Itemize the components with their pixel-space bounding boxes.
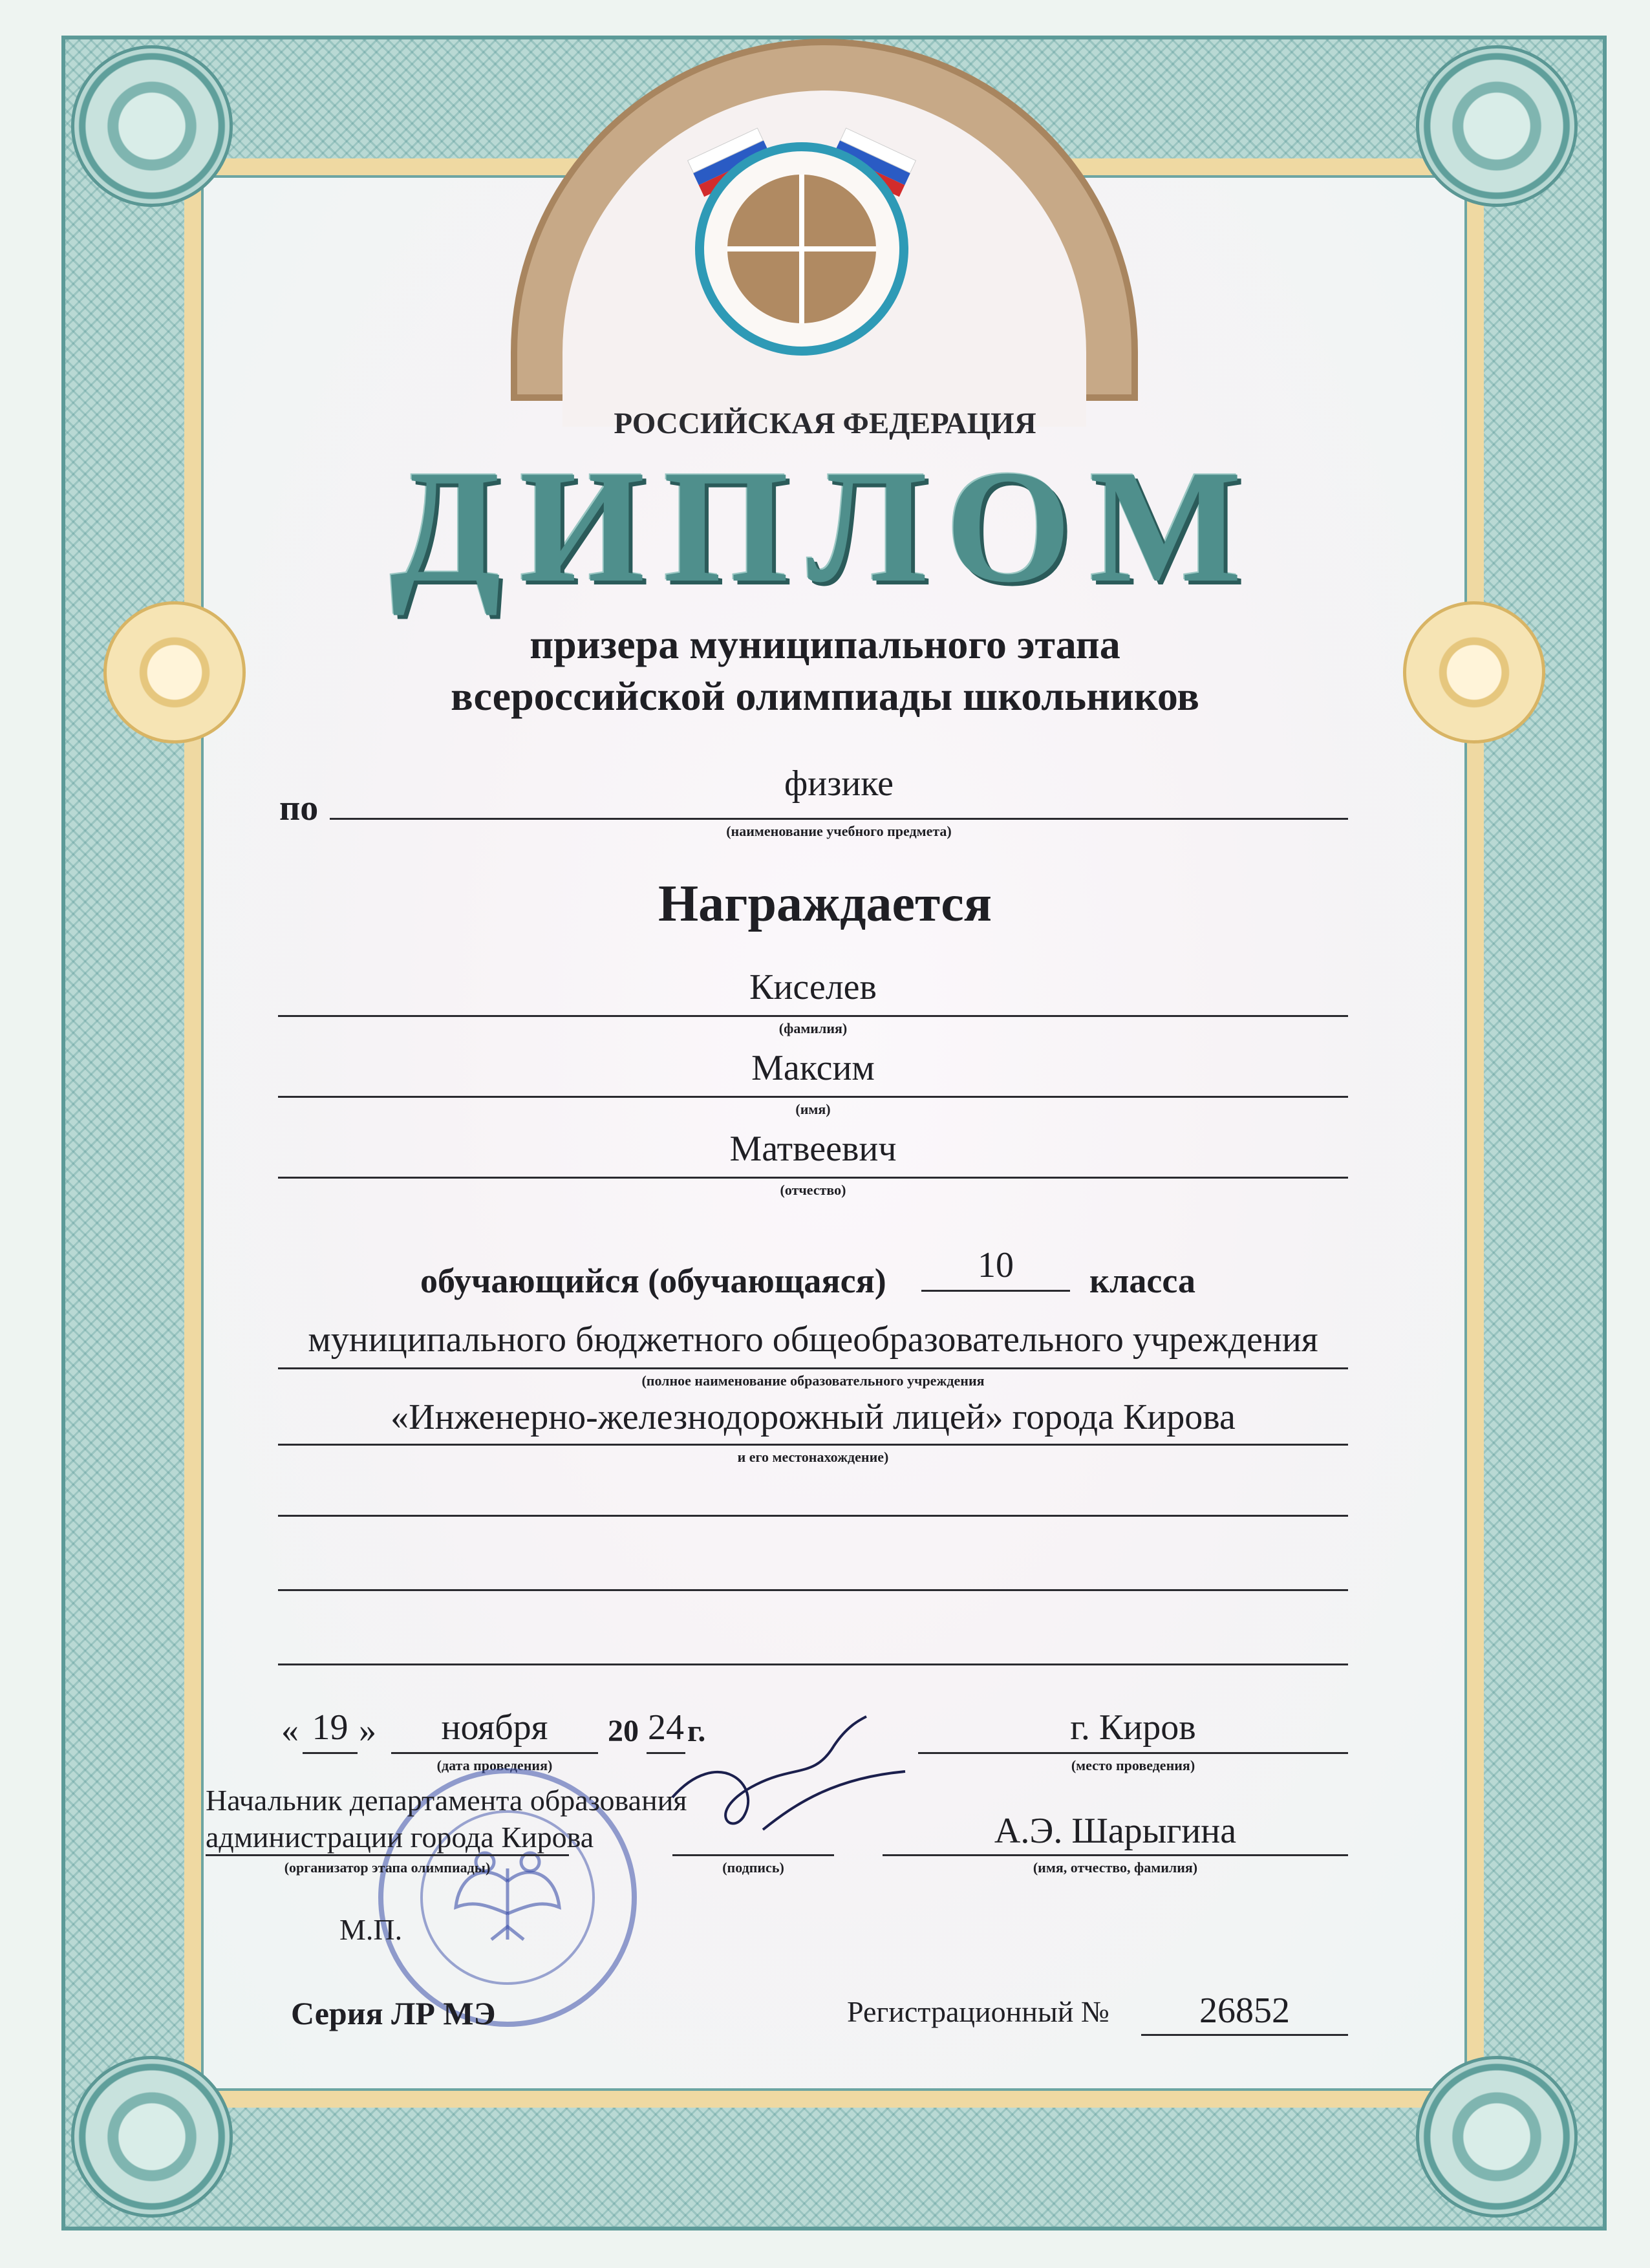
event-month: ноября [441,1707,548,1748]
handwritten-signature [666,1707,912,1849]
school-caption-2: и его местонахождение) [737,1449,889,1465]
signature-underline [672,1854,834,1856]
school-caption-1: (полное наименование образовательного учреждения [641,1373,985,1389]
blank-line-3 [278,1664,1348,1665]
blank-line-2 [278,1589,1348,1591]
surname-underline [278,1015,1348,1017]
registration-label: Регистрационный № [847,1995,1109,2028]
school-underline-2 [278,1444,1348,1446]
subtitle-line-1: призера муниципального этапа [530,621,1120,667]
signer-caption: (имя, отчество, фамилия) [1033,1859,1198,1876]
corner-rosette-icon [71,2056,233,2218]
date-quote-open: « [281,1711,299,1749]
subject-value: физике [784,764,894,804]
month-underline [391,1752,598,1754]
first-name-caption: (имя) [795,1101,831,1117]
signer-name: А.Э. Шарыгина [994,1811,1237,1851]
subject-underline [330,818,1348,820]
subject-caption: (наименование учебного предмета) [726,823,952,839]
first-name-underline [278,1096,1348,1098]
school-underline-1 [278,1367,1348,1369]
date-quote-close: » [359,1711,376,1749]
patronymic-underline [278,1177,1348,1179]
organizer-title-1: Начальник департамента образования [206,1784,687,1817]
grade-prefix: обучающийся (обучающаяся) [420,1261,886,1300]
corner-rosette-icon [1416,2056,1578,2218]
organizer-caption: (организатор этапа олимпиады) [284,1859,491,1876]
event-place: г. Киров [1070,1707,1196,1748]
seal-label: М.П. [339,1913,403,1946]
school-line-2: «Инженерно-железнодорожный лицей» города Кирова [391,1397,1236,1437]
year-unit: г. [687,1714,706,1748]
year-suffix: 24 [648,1707,684,1748]
awarded-heading: Награждается [658,875,992,932]
recipient-surname: Киселев [749,967,877,1007]
country-heading: РОССИЙСКАЯ ФЕДЕРАЦИЯ [614,407,1036,440]
date-caption: (дата проведения) [436,1757,553,1773]
patronymic-caption: (отчество) [780,1182,846,1198]
signature-caption: (подпись) [722,1859,784,1876]
year-prefix: 20 [608,1714,639,1748]
document-title: ДИПЛОМ [390,437,1260,616]
organizer-underline [206,1854,569,1856]
school-line-1: муниципального бюджетного общеобразовательного учреждения [308,1320,1318,1360]
blank-line-1 [278,1515,1348,1517]
event-day: 19 [312,1707,348,1748]
day-underline [303,1752,358,1754]
place-caption: (место проведения) [1071,1757,1195,1773]
signer-underline [883,1854,1348,1856]
recipient-first-name: Максим [751,1048,875,1088]
series-label: Серия ЛР МЭ [291,1995,496,2031]
place-underline [918,1752,1348,1754]
registration-underline [1141,2034,1348,2036]
corner-rosette-icon [1416,45,1578,207]
corner-rosette-icon [71,45,233,207]
subject-prefix: по [279,788,319,828]
organizer-title-2: администрации города Кирова [206,1821,594,1854]
surname-caption: (фамилия) [778,1020,848,1036]
registration-number: 26852 [1199,1991,1290,2031]
grade-value: 10 [978,1245,1014,1285]
grade-suffix: класса [1089,1261,1196,1300]
recipient-patronymic: Матвеевич [729,1129,897,1169]
grade-underline [921,1290,1070,1292]
subtitle-line-2: всероссийской олимпиады школьников [451,673,1199,719]
